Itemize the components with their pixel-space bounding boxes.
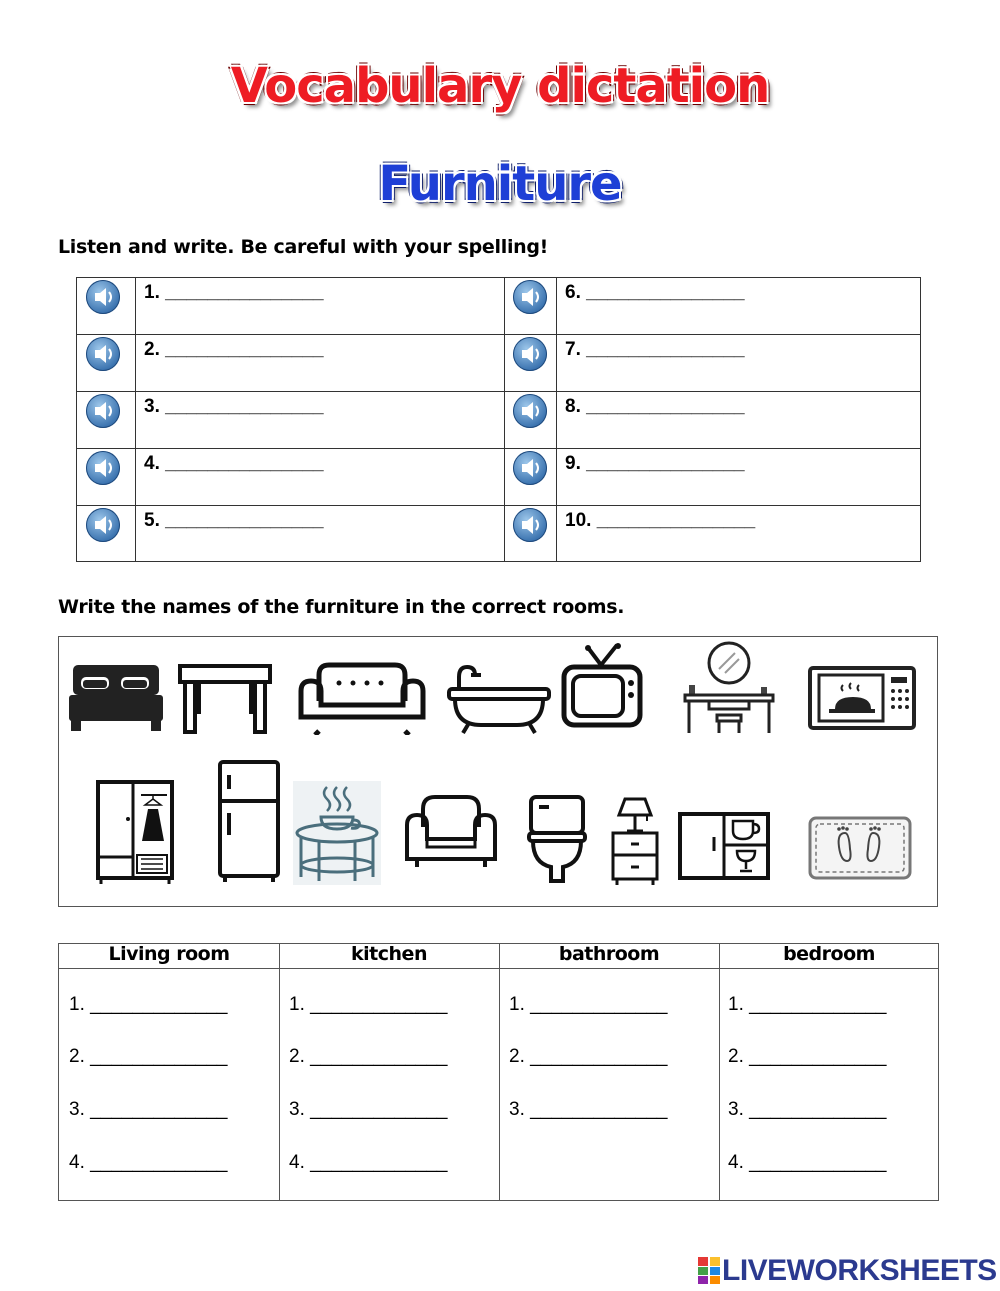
living-room-answer-line[interactable]: 2. _____________ — [69, 1046, 228, 1067]
liveworksheets-logo-icon — [698, 1257, 722, 1285]
brand-name: LIVEWORKSHEETS — [722, 1254, 997, 1287]
table-icon — [177, 663, 273, 735]
tv-icon — [561, 643, 643, 733]
dressing-table-icon — [681, 641, 777, 735]
bed-icon — [69, 663, 163, 733]
dictation-answer-line[interactable]: 8. _______________ — [565, 396, 745, 417]
bathroom-answer-line[interactable]: 1. _____________ — [509, 994, 668, 1015]
dictation-instruction: Listen and write. Be careful with your spelling! — [58, 236, 549, 258]
dictation-answer-line[interactable]: 9. _______________ — [565, 453, 745, 474]
dictation-answer-line[interactable]: 4. _______________ — [144, 453, 324, 474]
bedroom-answer-line[interactable]: 4. _____________ — [728, 1152, 887, 1173]
living-room-answer-line[interactable]: 3. _____________ — [69, 1099, 228, 1120]
dictation-answer-line[interactable]: 7. _______________ — [565, 339, 745, 360]
furniture-pictures — [58, 636, 938, 907]
bedroom-answer-line[interactable]: 1. _____________ — [728, 994, 887, 1015]
living-room-answer-line[interactable]: 4. _____________ — [69, 1152, 228, 1173]
living-room-answer-line[interactable]: 1. _____________ — [69, 994, 228, 1015]
bathroom-answer-line[interactable]: 3. _____________ — [509, 1099, 668, 1120]
speaker-icon[interactable] — [86, 394, 120, 428]
speaker-icon[interactable] — [513, 451, 547, 485]
cupboard-icon — [677, 811, 771, 881]
speaker-icon[interactable] — [86, 451, 120, 485]
speaker-icon[interactable] — [513, 337, 547, 371]
bedroom-answer-line[interactable]: 3. _____________ — [728, 1099, 887, 1120]
kitchen-answer-line[interactable]: 2. _____________ — [289, 1046, 448, 1067]
room-header-bathroom: bathroom — [558, 943, 660, 965]
bedroom-answer-line[interactable]: 2. _____________ — [728, 1046, 887, 1067]
fridge-icon — [217, 759, 281, 885]
dictation-answer-line[interactable]: 3. _______________ — [144, 396, 324, 417]
bedside-table-icon — [609, 795, 661, 887]
bathroom-answer-line[interactable]: 2. _____________ — [509, 1046, 668, 1067]
room-header-living-room: Living room — [108, 943, 230, 965]
dictation-answer-line[interactable]: 10. _______________ — [565, 510, 756, 531]
speaker-icon[interactable] — [513, 508, 547, 542]
speaker-icon[interactable] — [86, 337, 120, 371]
armchair-icon — [403, 793, 499, 871]
toilet-icon — [527, 793, 587, 887]
room-header-bedroom: bedroom — [783, 943, 875, 965]
liveworksheets-logo — [698, 1256, 997, 1286]
kitchen-answer-line[interactable]: 1. _____________ — [289, 994, 448, 1015]
dictation-answer-line[interactable]: 5. _______________ — [144, 510, 324, 531]
speaker-icon[interactable] — [86, 508, 120, 542]
worksheet-title: Vocabulary dictation — [230, 58, 770, 114]
dictation-answer-line[interactable]: 6. _______________ — [565, 282, 745, 303]
speaker-icon[interactable] — [513, 394, 547, 428]
sofa-icon — [297, 661, 427, 735]
coffee-table-icon — [293, 781, 381, 885]
rooms-table — [58, 943, 939, 1201]
bathtub-icon — [447, 661, 551, 735]
bath-mat-icon — [807, 815, 913, 881]
speaker-icon[interactable] — [513, 280, 547, 314]
dictation-answer-line[interactable]: 1. _______________ — [144, 282, 324, 303]
microwave-icon — [807, 665, 917, 733]
kitchen-answer-line[interactable]: 3. _____________ — [289, 1099, 448, 1120]
worksheet-subtitle: Furniture — [378, 156, 622, 212]
dictation-table — [76, 277, 921, 562]
speaker-icon[interactable] — [86, 280, 120, 314]
rooms-instruction: Write the names of the furniture in the correct rooms. — [58, 596, 625, 618]
wardrobe-icon — [95, 779, 175, 885]
dictation-answer-line[interactable]: 2. _______________ — [144, 339, 324, 360]
room-header-kitchen: kitchen — [351, 943, 427, 965]
kitchen-answer-line[interactable]: 4. _____________ — [289, 1152, 448, 1173]
